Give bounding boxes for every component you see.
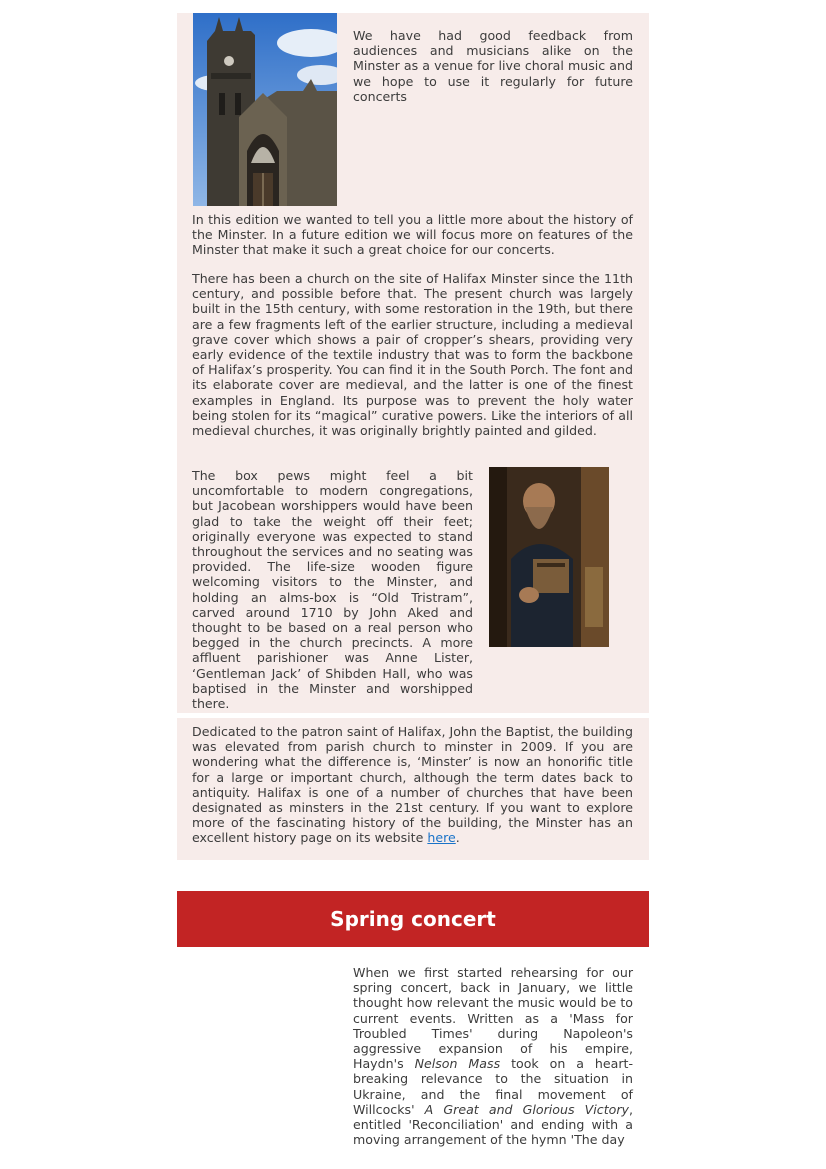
history-page-link[interactable]: here — [427, 830, 456, 846]
spring-concert-heading: Spring concert — [177, 891, 649, 947]
intro-paragraph: We have had good feedback from audiences and musicians alike on the Minster as a venue for live choral music and we hope to use it regularly for future concerts — [353, 28, 633, 104]
old-tristram-photo — [489, 467, 609, 647]
minster-photo — [193, 13, 337, 206]
spring-text-1: When we first started rehearsing for our spring concert, back in January, we little thought how relevant the music would be to current events. Written as a 'Mass for Troubled Times' during Napoleon's aggressive expansion of his empire, Haydn's — [353, 965, 633, 1072]
great-glorious-victory-title: A Great and Glorious Victory — [424, 1101, 629, 1117]
dedication-paragraph — [192, 724, 633, 846]
dedication-period: . — [455, 830, 460, 846]
spring-text-3: , entitled 'Reconciliation' and ending with a moving arrangement of the hymn 'The day — [353, 1101, 633, 1148]
nelson-mass-title: Nelson Mass — [414, 1056, 501, 1072]
history-paragraph-2: There has been a church on the site of Halifax Minster since the 11th century, and possible before that. The present church was largely built in the 15th century, with some restoration in the 19th, but there are a few fragments left of the earlier structure, including a medieval grave cover which shows a pair of cropper’s shears, providing very early evidence of the textile industry that was to form the backbone of Halifax’s prosperity. You can find it in the South Porch. The font and its elaborate cover are medieval, and the latter is one of the finest examples in England. Its purpose was to prevent the holy water being stolen for its “magical” curative powers. Like the interiors of all medieval churches, it was originally brightly painted and gilded. — [192, 271, 633, 439]
spring-text-2: took on a heart-breaking relevance to the situation in Ukraine, and the final movement of Willcocks' — [353, 1056, 634, 1117]
dedication-text: Dedicated to the patron saint of Halifax, John the Baptist, the building was elevated from parish church to minster in 2009. If you are wondering what the difference is, ‘Minster’ is now an honorific title for a large or important church, although the term dates back to antiquity. Halifax is one of a number of churches that have been designated as minsters in the 21st century. If you want to explore more of the fascinating history of the building, the Minster has an excellent history page on its website — [192, 724, 633, 846]
history-paragraph-3: The box pews might feel a bit uncomfortable to modern congregations, but Jacobean worshippers would have been glad to take the weight off their feet; originally everyone was expected to stand throughout the services and no seating was provided. The life-size wooden figure welcoming visitors to the Minster, and holding an alms-box is “Old Tristram”, carved around 1710 by John Aked and thought to be based on a real person who begged in the church precincts. A more affluent parishioner was Anne Lister, ‘Gentleman Jack’ of Shibden Hall, who was baptised in the Minster and worshipped there. — [192, 468, 473, 712]
history-paragraph-1: In this edition we wanted to tell you a little more about the history of the Minster. In a future edition we will focus more on features of the Minster that make it such a great choice for our concerts. — [192, 212, 633, 258]
spring-concert-paragraph — [353, 965, 633, 1147]
